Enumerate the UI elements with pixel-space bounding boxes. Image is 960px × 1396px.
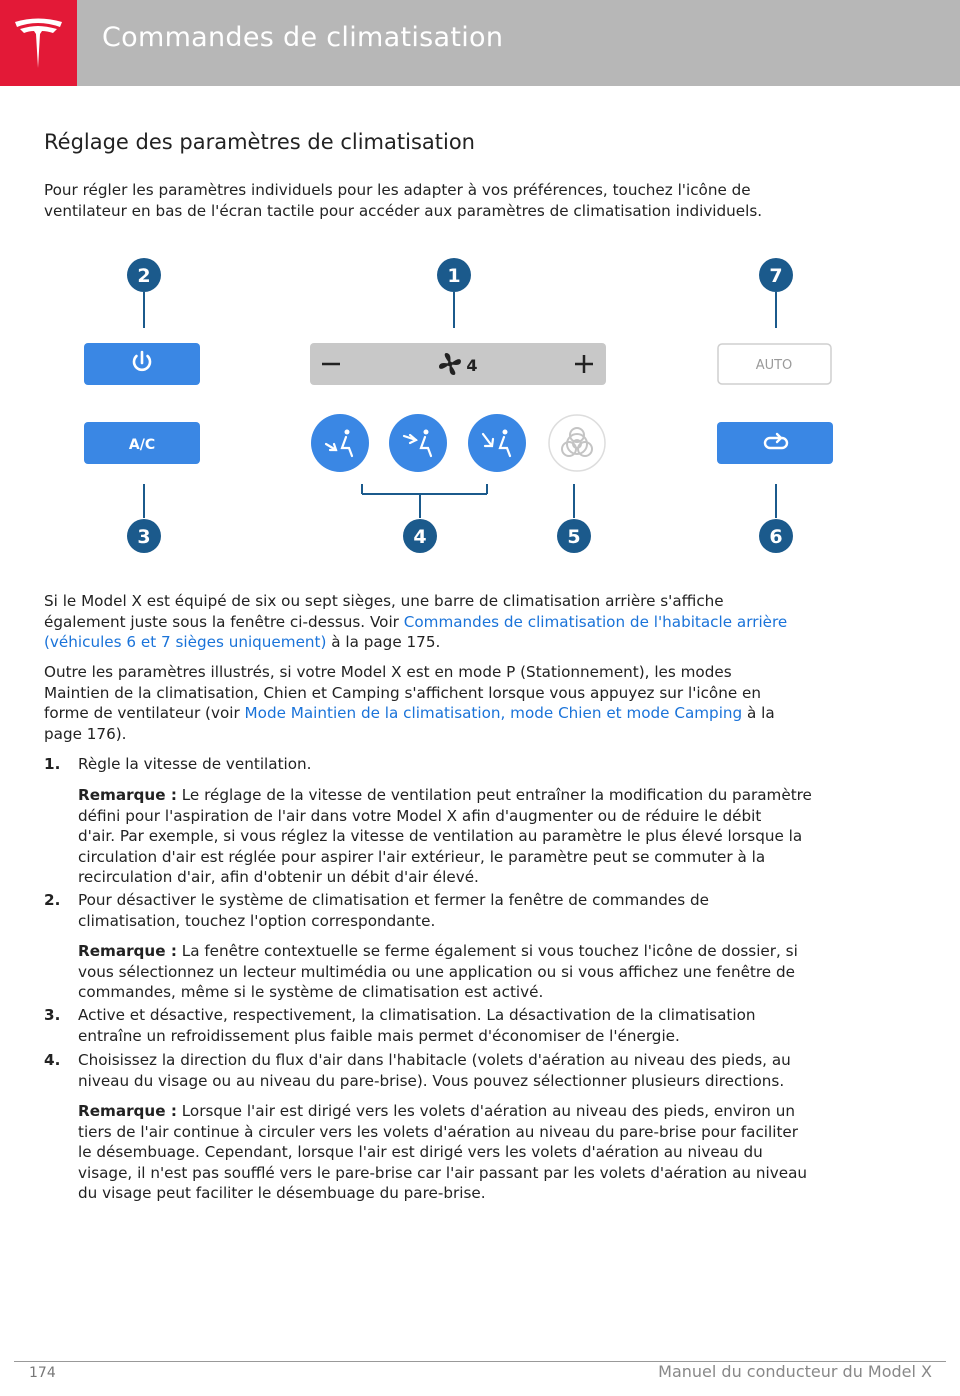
list-line: niveau du visage ou au niveau du pare-brise). Vous pouvez sélectionner plusieurs directions. <box>78 1071 785 1090</box>
para3-line-1: Outre les paramètres illustrés, si votre Model X est en mode P (Stationnement), les modes <box>44 663 732 681</box>
svg-text:2: 2 <box>137 265 151 287</box>
airflow-face-button[interactable] <box>389 414 447 472</box>
note-line: Lorsque l'air est dirigé vers les volets d'aération au niveau des pieds, environ un <box>176 1102 795 1120</box>
list-item-1-text: Règle la vitesse de ventilation. <box>78 755 312 773</box>
list-item-1-note <box>78 785 878 888</box>
list-number-1: 1. <box>44 755 61 773</box>
para3-line-2: Maintien de la climatisation, Chien et Camping s'affichent lorsque vous appuyez sur l'icône en <box>44 683 761 702</box>
list-number-3: 3. <box>44 1006 61 1024</box>
para3-line-3-post: à la <box>742 704 775 722</box>
list-item-2-text <box>78 890 878 931</box>
power-button[interactable] <box>84 343 200 385</box>
paragraph-rear-climate <box>44 591 787 653</box>
list-line: Pour désactiver le système de climatisation et fermer la fenêtre de commandes de <box>78 891 709 909</box>
fan-increase-button[interactable] <box>574 354 594 374</box>
para3-line-4: page 176). <box>44 724 127 743</box>
ac-button[interactable] <box>84 422 200 464</box>
tesla-logo <box>0 0 77 86</box>
note-label: Remarque : <box>78 942 177 960</box>
note-label: Remarque : <box>78 786 177 804</box>
auto-button[interactable] <box>718 344 831 384</box>
svg-text:7: 7 <box>769 265 783 287</box>
tesla-logo-icon <box>12 16 65 70</box>
rear-climate-link[interactable]: Commandes de climatisation de l'habitacle arrière <box>403 612 788 631</box>
intro-paragraph <box>44 180 762 221</box>
note-line: commandes, même si le système de climatisation est activé. <box>78 983 544 1001</box>
note-line: du visage peut faciliter le désembuage du pare-brise. <box>78 1184 486 1202</box>
airflow-feet-button[interactable] <box>311 414 369 472</box>
list-number-2: 2. <box>44 891 61 909</box>
note-line: La fenêtre contextuelle se ferme également si vous touchez l'icône de dossier, si <box>176 942 798 960</box>
note-line: le désembuage. Cependant, lorsque l'air est dirigé vers les volets d'aération au niveau du <box>78 1143 763 1161</box>
airflow-windshield-button[interactable] <box>468 414 526 472</box>
note-line: d'air. Par exemple, si vous réglez la vitesse de ventilation au paramètre le plus élevé lorsque la <box>78 827 803 845</box>
page-number: 174 <box>29 1365 56 1381</box>
note-line: recirculation d'air, afin d'obtenir un débit d'air élevé. <box>78 868 479 886</box>
intro-line-2: ventilateur en bas de l'écran tactile pour accéder aux paramètres de climatisation individuels. <box>44 201 763 220</box>
svg-text:6: 6 <box>769 526 783 548</box>
list-item-4-note <box>78 1101 878 1204</box>
list-number-4: 4. <box>44 1051 61 1069</box>
climate-controls-diagram <box>60 250 880 560</box>
para2-line-3: à la page 175. <box>326 633 441 651</box>
para2-line-2: également juste sous la fenêtre ci-dessus. Voir <box>44 612 404 631</box>
svg-text:1: 1 <box>447 265 461 287</box>
fan-decrease-button[interactable] <box>321 354 341 374</box>
note-label: Remarque : <box>78 1102 177 1120</box>
rear-climate-link-cont[interactable]: (véhicules 6 et 7 sièges uniquement) <box>44 633 327 651</box>
section-title: Réglage des paramètres de climatisation <box>44 130 475 154</box>
list-item-2-note <box>78 941 878 1003</box>
svg-text:AUTO: AUTO <box>755 358 793 373</box>
biohazard-button[interactable] <box>549 415 605 471</box>
note-line: défini pour l'aspiration de l'air dans votre Model X afin d'augmenter ou de réduire le débit <box>78 806 762 825</box>
fan-speed-value: 4 <box>466 356 478 375</box>
note-line: Le réglage de la vitesse de ventilation peut entraîner la modification du paramètre <box>176 786 812 804</box>
callout-7 <box>759 258 793 292</box>
paragraph-park-modes <box>44 662 775 744</box>
note-line: tiers de l'air continue à circuler vers les volets d'aération au niveau du pare-brise pour faciliter <box>78 1122 798 1141</box>
list-line: Choisissez la direction du flux d'air dans l'habitacle (volets d'aération au niveau des pieds, au <box>78 1051 791 1069</box>
intro-line-1: Pour régler les paramètres individuels pour les adapter à vos préférences, touchez l'icône de <box>44 181 751 199</box>
svg-text:4: 4 <box>413 526 427 548</box>
callout-6 <box>759 519 793 553</box>
list-item-3-text <box>78 1005 878 1046</box>
callout-2 <box>127 258 161 292</box>
list-line: climatisation, touchez l'option correspondante. <box>78 911 436 930</box>
list-item-4-text <box>78 1050 878 1091</box>
recirculation-button[interactable] <box>717 422 833 464</box>
callout-1 <box>437 258 471 292</box>
svg-text:A/C: A/C <box>128 437 156 453</box>
callout-5 <box>557 519 591 553</box>
svg-text:5: 5 <box>567 526 581 548</box>
callout-3 <box>127 519 161 553</box>
header-title: Commandes de climatisation <box>102 22 504 53</box>
footer-title: Manuel du conducteur du Model X <box>658 1362 932 1381</box>
para3-line-3: forme de ventilateur (voir <box>44 704 245 722</box>
list-line: Active et désactive, respectivement, la climatisation. La désactivation de la climatisation <box>78 1006 756 1024</box>
callout-4 <box>403 519 437 553</box>
note-line: vous sélectionnez un lecteur multimédia ou une application ou si vous affichez une fenêtre de <box>78 962 795 981</box>
page-header <box>0 0 960 86</box>
keep-climate-link[interactable]: Mode Maintien de la climatisation, mode Chien et mode Camping <box>244 704 743 722</box>
note-line: circulation d'air est réglée pour aspirer l'air extérieur, le paramètre peut se commuter à la <box>78 847 766 866</box>
list-line: entraîne un refroidissement plus faible mais permet d'économiser de l'énergie. <box>78 1026 680 1045</box>
note-line: visage, il n'est pas soufflé vers le pare-brise car l'air passant par les volets d'aération au niveau <box>78 1163 807 1182</box>
svg-text:3: 3 <box>137 526 151 548</box>
para2-line-1: Si le Model X est équipé de six ou sept sièges, une barre de climatisation arrière s'affiche <box>44 592 724 610</box>
